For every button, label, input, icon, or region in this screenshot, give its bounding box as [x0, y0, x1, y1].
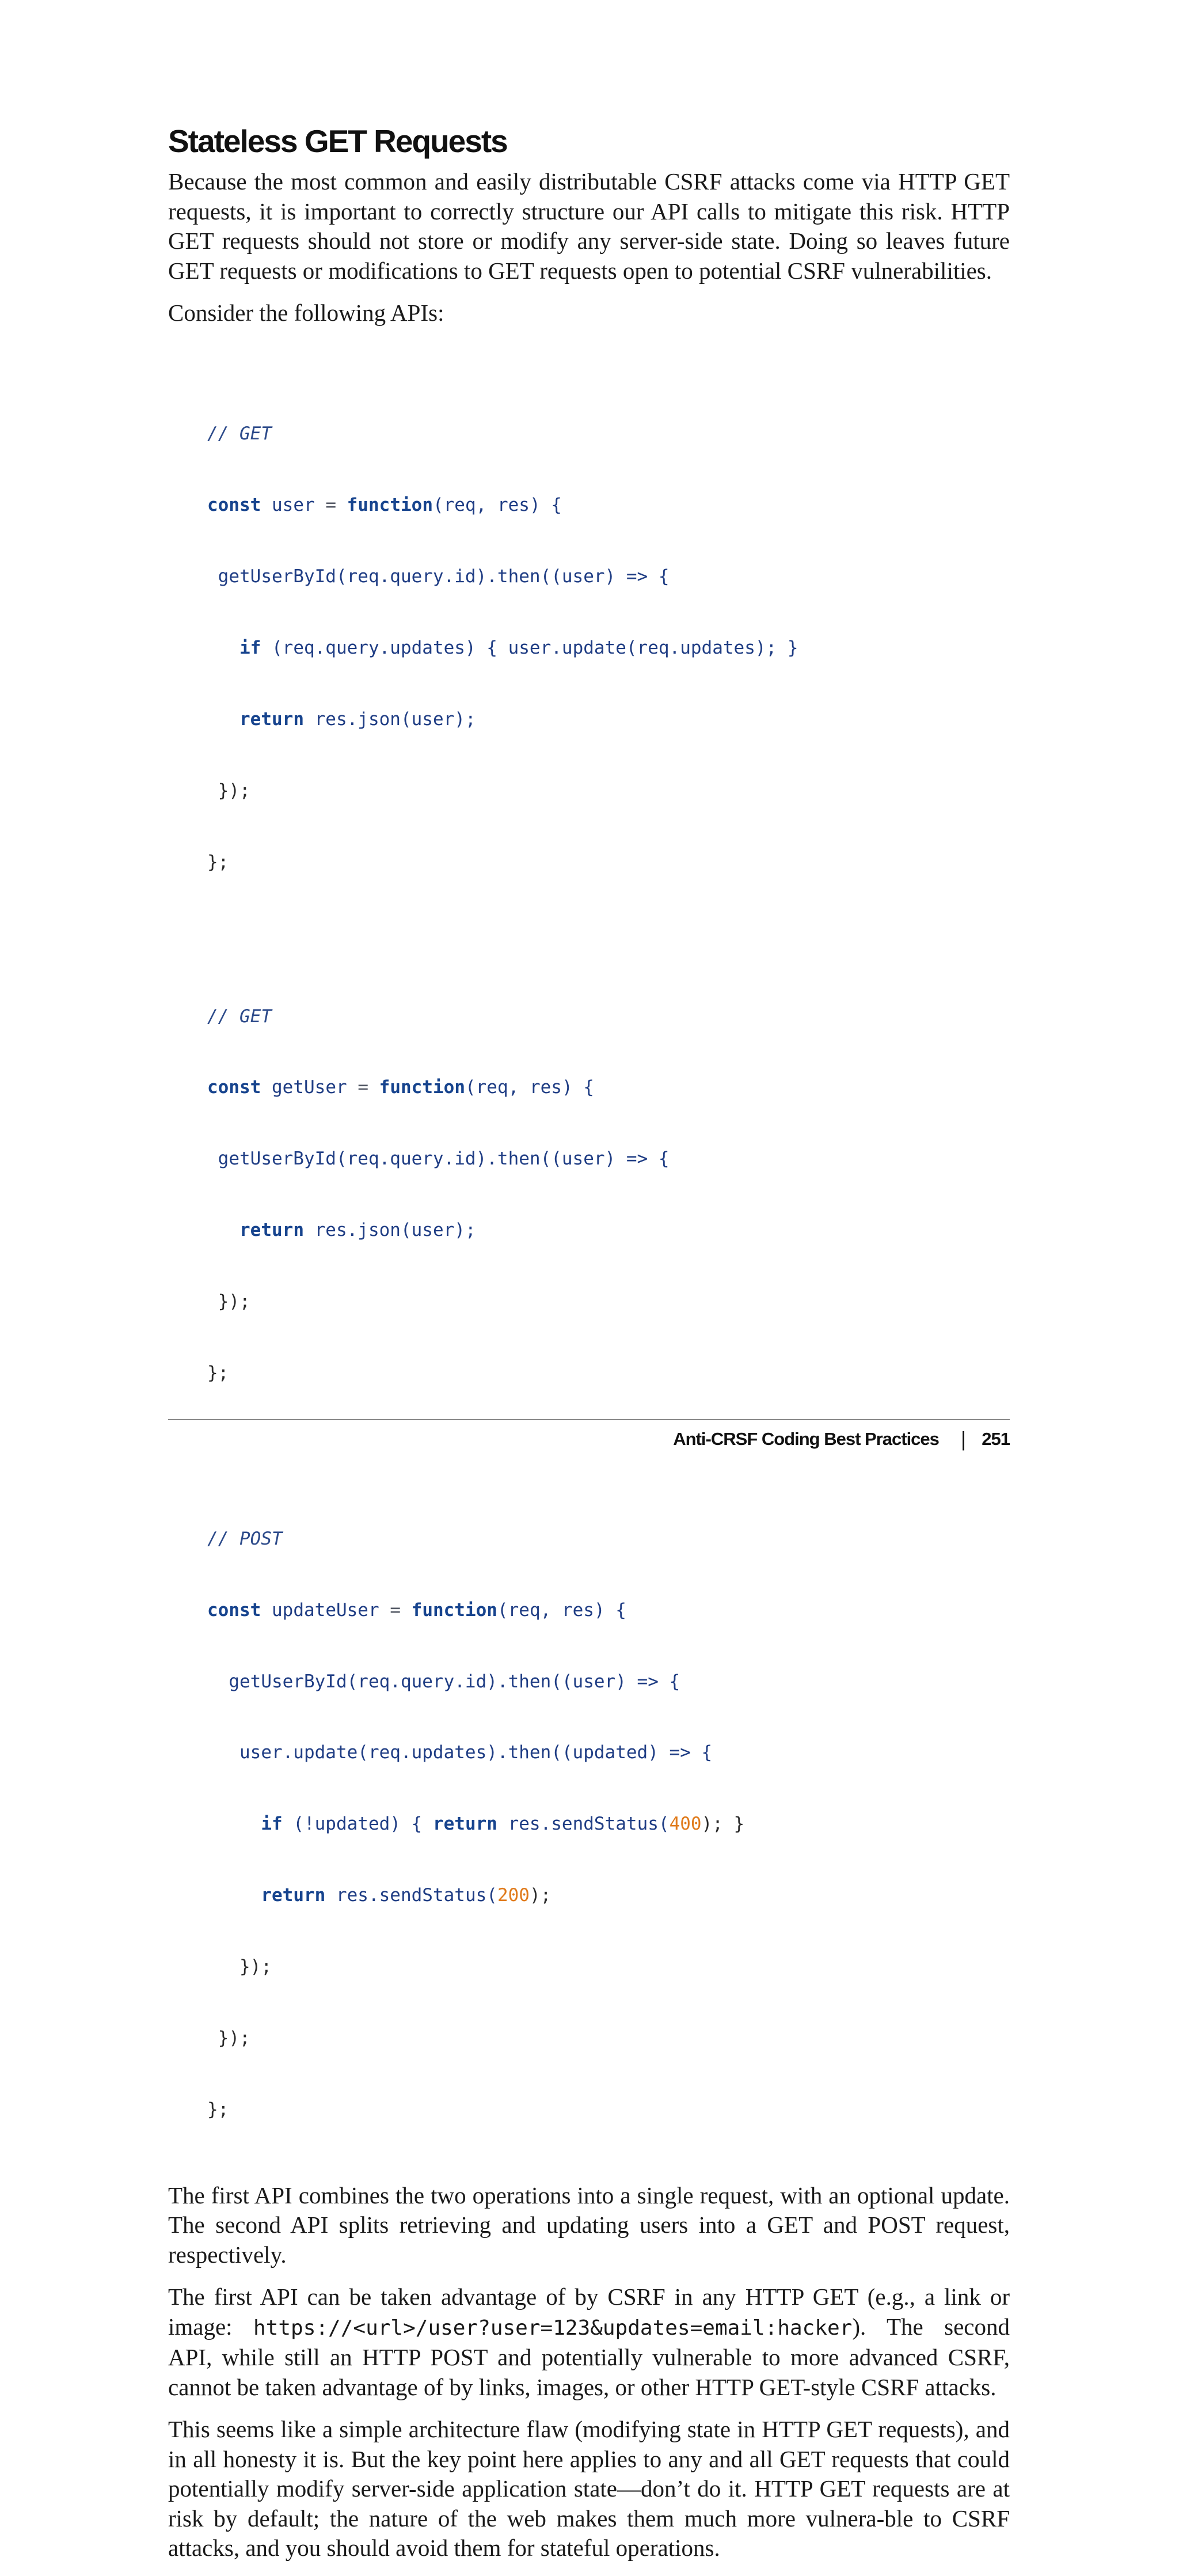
code-line: getUserById(req.query.id).then((user) => {	[207, 566, 670, 587]
paragraph-csrf-example: The first API can be taken advantage of by CSRF in any HTTP GET (e.g., a link or image: https://<url>/user?user=123&updates=email:hacker). The second API, while still an HTTP POST and potentially vulnerable to more advanced CSRF, cannot be taken advantage of by links, images, or other HTTP GET-style CSRF attacks.	[168, 2283, 1010, 2400]
code-line: });	[207, 780, 250, 801]
code-line: if (!updated) { return res.sendStatus(400); }	[261, 1814, 745, 1835]
footer-divider	[168, 1419, 1010, 1420]
footer-chapter-title: Anti-CRSF Coding Best Practices	[673, 1429, 939, 1449]
page-footer	[673, 1427, 1010, 1451]
code-comment: // GET	[207, 1006, 272, 1027]
page-content	[168, 121, 1010, 2576]
code-line: getUserById(req.query.id).then((user) => {	[207, 1671, 680, 1692]
code-line: const user = function(req, res) {	[207, 495, 562, 516]
code-comment: // POST	[207, 1528, 283, 1549]
section-title: Stateless GET Requests	[168, 123, 507, 159]
code-line: user.update(req.updates).then((updated) => {	[207, 1742, 713, 1763]
page-number: 251	[982, 1429, 1010, 1449]
footer-separator: |	[960, 1427, 966, 1451]
paragraph-intro: Because the most common and easily distributable CSRF attacks come via HTTP GET requests, it is important to correctly structure our API calls to mitigate this risk. HTTP GET requests should not store or modify any server-side state. Doing so leaves future GET requests or modifications to GET requests open to potential CSRF vulnerabilities.	[168, 168, 1010, 284]
code-line: };	[207, 851, 229, 872]
code-listing	[207, 351, 1010, 2169]
code-line: };	[207, 1362, 229, 1383]
code-line: });	[207, 1291, 250, 1312]
code-line	[207, 1527, 1010, 1551]
paragraph-consider: Consider the following APIs:	[168, 299, 444, 326]
paragraph-conclusion: This seems like a simple architecture flaw (modifying state in HTTP GET requests), and in all honesty it is. But the key point here applies to any and all GET requests that could potentially modify server-side application state—don’t do it. HTTP GET requests are at risk by default; the nature of the web makes them much more vulnera‐ble to CSRF attacks, and you should avoid them for stateful operations.	[168, 2416, 1010, 2562]
code-line: return res.sendStatus(200);	[261, 1885, 552, 1906]
code-line	[207, 422, 1010, 446]
code-line: const getUser = function(req, res) {	[207, 1077, 594, 1098]
code-line: return res.json(user);	[239, 708, 476, 730]
code-line: };	[207, 2099, 229, 2120]
code-line: if (req.query.updates) { user.update(req.updates); }	[239, 638, 798, 659]
code-line: return res.json(user);	[239, 1220, 476, 1241]
paragraph-first-api: The first API combines the two operations into a single request, with an optional update. The second API splits retrieving and updating users into a GET and POST request, respectively.	[168, 2182, 1010, 2268]
code-comment: // GET	[207, 423, 272, 445]
inline-code-url: https://<url>/user?user=123&updates=email:hacker	[253, 2316, 853, 2340]
code-line: });	[207, 2027, 250, 2048]
code-line: const updateUser = function(req, res) {	[207, 1599, 626, 1621]
code-line: getUserById(req.query.id).then((user) => {	[207, 1148, 670, 1170]
code-line: });	[207, 1956, 272, 1978]
code-line	[207, 1005, 1010, 1029]
